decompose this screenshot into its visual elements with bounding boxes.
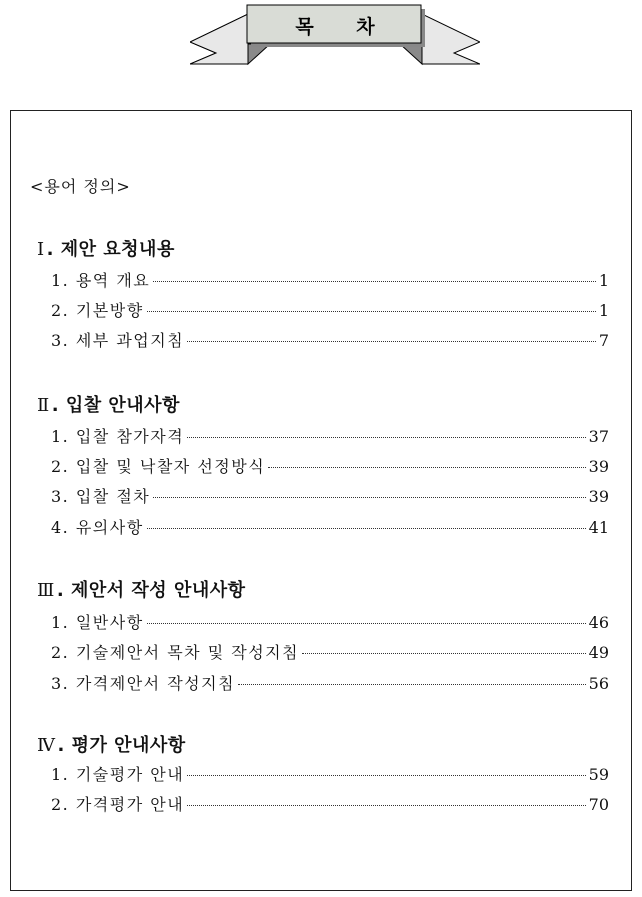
toc-entry[interactable]: [51, 762, 609, 786]
toc-entry-label: 4. 유의사항: [51, 518, 144, 537]
dot-leader: [187, 805, 585, 806]
toc-entry-page: 1: [598, 301, 609, 320]
toc-entry-label: 2. 기본방향: [51, 301, 144, 320]
dot-leader: [187, 437, 585, 438]
toc-entry[interactable]: [51, 328, 609, 352]
toc-entry-page: 39: [588, 487, 609, 506]
dot-leader: [147, 528, 586, 529]
toc-entry-page: 70: [588, 795, 609, 814]
section-1-title-text: 제안 요청내용: [60, 239, 175, 260]
section-4-title[interactable]: Ⅳ . 평가 안내사항: [37, 735, 186, 756]
toc-entry-label: 1. 기술평가 안내: [51, 765, 185, 784]
dot-leader: [238, 684, 586, 685]
toc-entry-page: 49: [588, 643, 609, 662]
toc-entry[interactable]: [51, 268, 609, 292]
dot-leader: [268, 467, 585, 468]
toc-entry-label: 2. 기술제안서 목차 및 작성지침: [51, 643, 300, 662]
dot-leader: [147, 623, 586, 624]
toc-entry-label: 2. 입찰 및 낙찰자 선정방식: [51, 457, 266, 476]
dot-leader: [302, 653, 586, 654]
toc-entry-label: 1. 입찰 참가자격: [51, 427, 185, 446]
toc-entry-page: 1: [598, 271, 609, 290]
toc-entry[interactable]: [51, 640, 609, 664]
toc-banner: [190, 0, 480, 72]
toc-entry-page: 59: [588, 765, 609, 784]
dot-leader: [147, 311, 596, 312]
toc-entry-label: 3. 가격제안서 작성지침: [51, 674, 236, 693]
toc-entry[interactable]: [51, 671, 609, 695]
toc-entry-page: 41: [588, 518, 609, 537]
toc-entry[interactable]: [51, 515, 609, 539]
toc-entry-label: 2. 가격평가 안내: [51, 795, 185, 814]
section-1-title[interactable]: Ⅰ . 제안 요청내용: [37, 239, 175, 260]
section-1-numeral: Ⅰ: [37, 239, 45, 260]
section-4-numeral: Ⅳ: [37, 735, 56, 756]
section-2-numeral: Ⅱ: [37, 395, 50, 416]
section-3-title-text: 제안서 작성 안내사항: [70, 580, 246, 601]
toc-entry-label: 1. 용역 개요: [51, 271, 151, 290]
glossary-link[interactable]: <용어 정의>: [30, 177, 131, 196]
toc-entry-label: 3. 세부 과업지침: [51, 331, 185, 350]
toc-entry[interactable]: [51, 454, 609, 478]
toc-entry-page: 39: [588, 457, 609, 476]
dot-leader: [153, 497, 585, 498]
toc-entry-page: 37: [588, 427, 609, 446]
toc-entry-label: 3. 입찰 절차: [51, 487, 151, 506]
dot-leader: [153, 281, 596, 282]
dot-leader: [187, 775, 585, 776]
toc-entry-page: 46: [588, 613, 609, 632]
toc-entry[interactable]: [51, 424, 609, 448]
toc-entry[interactable]: [51, 298, 609, 322]
toc-title: 목 차: [295, 15, 393, 38]
toc-entry-page: 7: [598, 331, 609, 350]
toc-entry-label: 1. 일반사항: [51, 613, 144, 632]
dot-leader: [187, 341, 596, 342]
section-2-title[interactable]: Ⅱ . 입찰 안내사항: [37, 395, 180, 416]
section-2-title-text: 입찰 안내사항: [65, 395, 180, 416]
toc-entry[interactable]: [51, 610, 609, 634]
section-3-title[interactable]: Ⅲ . 제안서 작성 안내사항: [37, 580, 246, 601]
section-3-numeral: Ⅲ: [37, 580, 55, 601]
toc-entry-page: 56: [588, 674, 609, 693]
section-4-title-text: 평가 안내사항: [71, 735, 186, 756]
toc-entry[interactable]: [51, 484, 609, 508]
toc-entry[interactable]: [51, 792, 609, 816]
